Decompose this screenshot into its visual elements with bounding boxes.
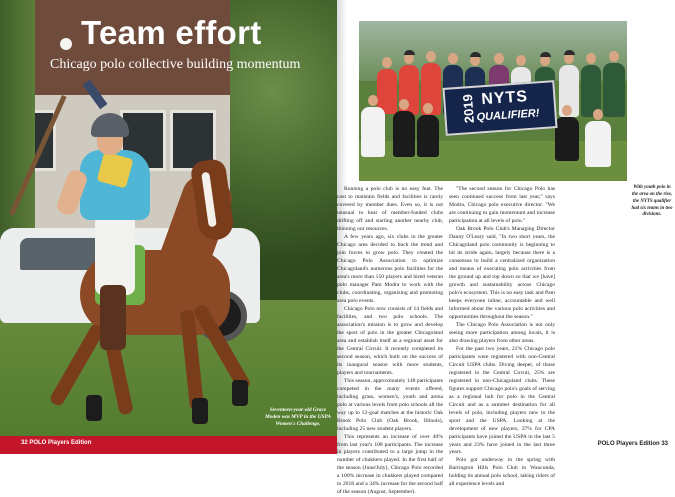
leg-wrap xyxy=(192,398,208,424)
polo-ball xyxy=(60,38,72,50)
article-paragraph: A few years ago, six clubs in the greater Chicago area decided to buck the trend and join forces to grow polo. They created the Chicago Polo Association to optimize Chicagoland's numerous polo facilities for the area's more than 150 players and hired veteran polo manager Pam Modra to work with the clubs, coordinating, organizing and promoting area polo events. xyxy=(337,233,443,304)
player-head xyxy=(382,57,392,68)
article-paragraph: Chicago Polo now consists of 14 fields and facilities, and two polo schools. The association's mission is to grow and develop the sport of polo in the greater Chicagoland area and establish itself as a regional asset for the Central Circuit. It recently completed its second season, which built on the success of its inaugural season with more students, players and tournaments. xyxy=(337,305,443,376)
rider-pants xyxy=(95,215,135,295)
article-paragraph: The Chicago Polo Association is not only seeing more participation among locals, it is also drawing players from other areas. xyxy=(449,321,555,344)
banner-qualifier: QUALIFIER! xyxy=(476,107,540,124)
player-head xyxy=(426,51,436,62)
page-footer-right xyxy=(359,440,675,454)
photo-caption-left: Seventeen-year-old Grace Moden was MVP in the USPA Women's Challenge. xyxy=(265,407,331,428)
player-cap xyxy=(404,50,415,55)
article-subtitle: Chicago polo collective building momentum xyxy=(50,57,301,72)
article-paragraph: "The second season for Chicago Polo has seen continued success from last year," says Modra, Chicago polo executive director. "We are continuing to gain momentum and increase participation at all levels of polo." xyxy=(449,186,555,224)
player-head xyxy=(586,53,596,64)
player xyxy=(361,107,385,157)
nyts-banner xyxy=(442,80,557,136)
article-paragraph: Oak Brook Polo Club's Managing Director Danny O'Leary said, "In two short years, the Chicagoland polo community is beginning to hit its stride again, largely because there is a consensus to build a centralized organization and means of executing polo activities from the ground up and top down so that we [have] growth and sustainability across Chicago polo's ecosystem. This is no easy task and Pam keeps everyone inline, accountable and well informed about the various polo activities and opportunities throughout the season." xyxy=(449,225,555,320)
article-paragraph: This season, approximately 148 participants competed in the many events offered, including grass, women's, youth and arena polo at various levels from polo schools all the way up to 12-goal matches at the historic Oak Brook Polo Club (Oak Brook, Illinois), including 25 new student players. xyxy=(337,377,443,432)
page-number-left: 32 POLO Players Edition xyxy=(21,440,92,446)
player xyxy=(417,115,439,157)
photo-caption-right: With youth polo in the area on the rise, the NYTS qualifier had six teams in two divisions. xyxy=(631,185,673,218)
player-head xyxy=(399,99,409,110)
player-head xyxy=(609,51,619,62)
banner-year: 2019 xyxy=(459,93,477,124)
rider-boot xyxy=(100,285,126,350)
right-page xyxy=(337,0,675,496)
leg-wrap xyxy=(232,380,248,406)
player-head xyxy=(423,103,433,114)
article-paragraph: Running a polo club is no easy feat. The cost to maintain fields and facilities is rarely covered by member dues. Even so, it is not unusual to hear of member-funded clubs drifting off and starting another nearby club, thinning out resources. xyxy=(337,186,443,232)
player-head xyxy=(368,95,378,106)
player xyxy=(603,63,625,117)
player-head xyxy=(448,53,458,64)
player-cap xyxy=(564,50,575,55)
article-paragraph: This represents an increase of over 40% from last year's 108 participants. The increase in players contributed to a large jump in the number of chukkers played. In the first half of the season (June/July), Chicago Polo recorded a 100% increase in chukkers played compared to 2018 and a 34% increase for the second half of the season (August, September). xyxy=(337,433,443,496)
left-page xyxy=(0,0,337,454)
article-title: Team effort xyxy=(81,14,262,51)
player-head xyxy=(562,105,572,116)
team-photo xyxy=(359,21,627,181)
player-head xyxy=(516,55,526,66)
player xyxy=(555,117,579,161)
leg-wrap xyxy=(86,395,102,421)
page-footer-left xyxy=(0,436,337,454)
article-paragraph: For the past two years, 21% Chicago polo participants were registered with non-Central Circuit USPA clubs. Diving deeper, of those registered in the Central Circuit, 25% are registered in non-Chicagoland clubs. These figures support Chicago polo's goals of serving as a regional hub for polo in the Central Circuit and as a summer destination for all levels of polo, including players new to the sport and the USPA. Looking at the development of new players, 37% for CPA participants have joined the USPA in the last 5 years and 23% have joined in the last three years. xyxy=(449,345,555,456)
player-head xyxy=(593,109,603,120)
player-cap xyxy=(540,52,551,57)
player xyxy=(393,111,415,157)
page-number-right: POLO Players Edition 33 xyxy=(597,441,668,447)
banner-nyts: NYTS xyxy=(480,88,529,109)
player xyxy=(585,121,611,167)
article-paragraph: Polo got underway in the spring with Barrington Hills Polo Club in Wauconda, holding its annual polo school, taking riders of all experience levels and xyxy=(449,457,555,488)
player-cap xyxy=(470,52,481,57)
player-head xyxy=(494,53,504,64)
